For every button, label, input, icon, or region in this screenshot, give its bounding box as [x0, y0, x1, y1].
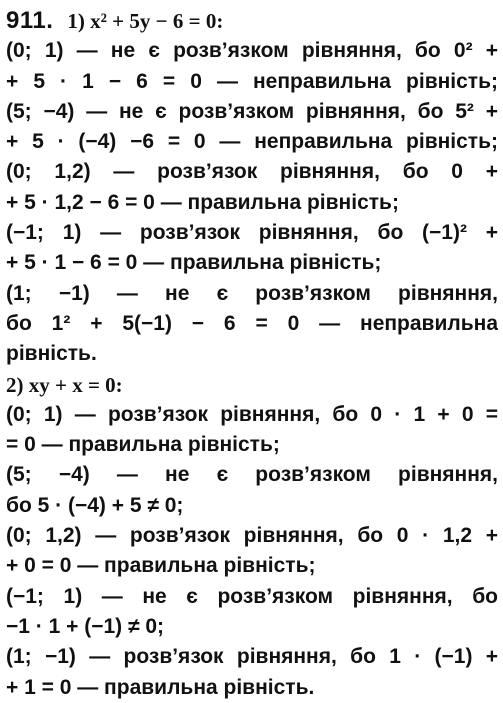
part-1-equation: 1) x² + 5y − 6 = 0: [67, 9, 224, 33]
solution-line: + 5 · (−4) −6 = 0 — неправильна рівність; [6, 130, 498, 154]
solution-line: рівність. [6, 342, 97, 366]
part-2-equation: 2) xy + x = 0: [6, 372, 123, 397]
solution-line: + 5 · 1 − 6 = 0 — правильна рівність; [6, 251, 382, 275]
solution-line: + 0 = 0 — правильна рівність; [6, 554, 316, 578]
solution-line: −1 · 1 + (−1) ≠ 0; [6, 614, 165, 638]
solution-line: (0; 1,2) — розв’язок рівняння, бо 0 + [6, 160, 498, 184]
solution-line: = 0 — правильна рівність; [6, 433, 280, 457]
solution-line: (5; −4) — не є розв’язком рівняння, бо 5² + [6, 99, 498, 123]
solution-page [6, 6, 498, 703]
solution-line: бо 5 · (−4) + 5 ≠ 0; [6, 493, 184, 517]
solution-line: бо 1² + 5(−1) − 6 = 0 — неправильна [6, 311, 498, 335]
solution-line: + 1 = 0 — правильна рівність. [6, 675, 315, 699]
solution-line: (5; −4) — не є розв’язком рівняння, [6, 463, 498, 487]
solution-line: + 5 · 1,2 − 6 = 0 — правильна рівність; [6, 190, 399, 214]
solution-line: (1; −1) — розв’язок рівняння, бо 1 · (−1) + [6, 645, 498, 669]
solution-line: (0; 1,2) — розв’язок рівняння, бо 0 · 1,2 + [6, 524, 498, 548]
solution-line: (−1; 1) — не є розв’язком рівняння, бо [6, 584, 498, 608]
solution-line-header [6, 6, 498, 36]
solution-line: (−1; 1) — розв’язок рівняння, бо (−1)² + [6, 221, 498, 245]
solution-line: (0; 1) — розв’язок рівняння, бо 0 · 1 + 0 = [6, 402, 498, 426]
solution-line: + 5 · 1 − 6 = 0 — неправильна рівність; [6, 69, 498, 93]
solution-line: (0; 1) — не є розв’язком рівняння, бо 0² + [6, 39, 498, 63]
solution-line: (1; −1) — не є розв’язком рівняння, [6, 281, 498, 305]
problem-number: 911. [6, 7, 54, 34]
